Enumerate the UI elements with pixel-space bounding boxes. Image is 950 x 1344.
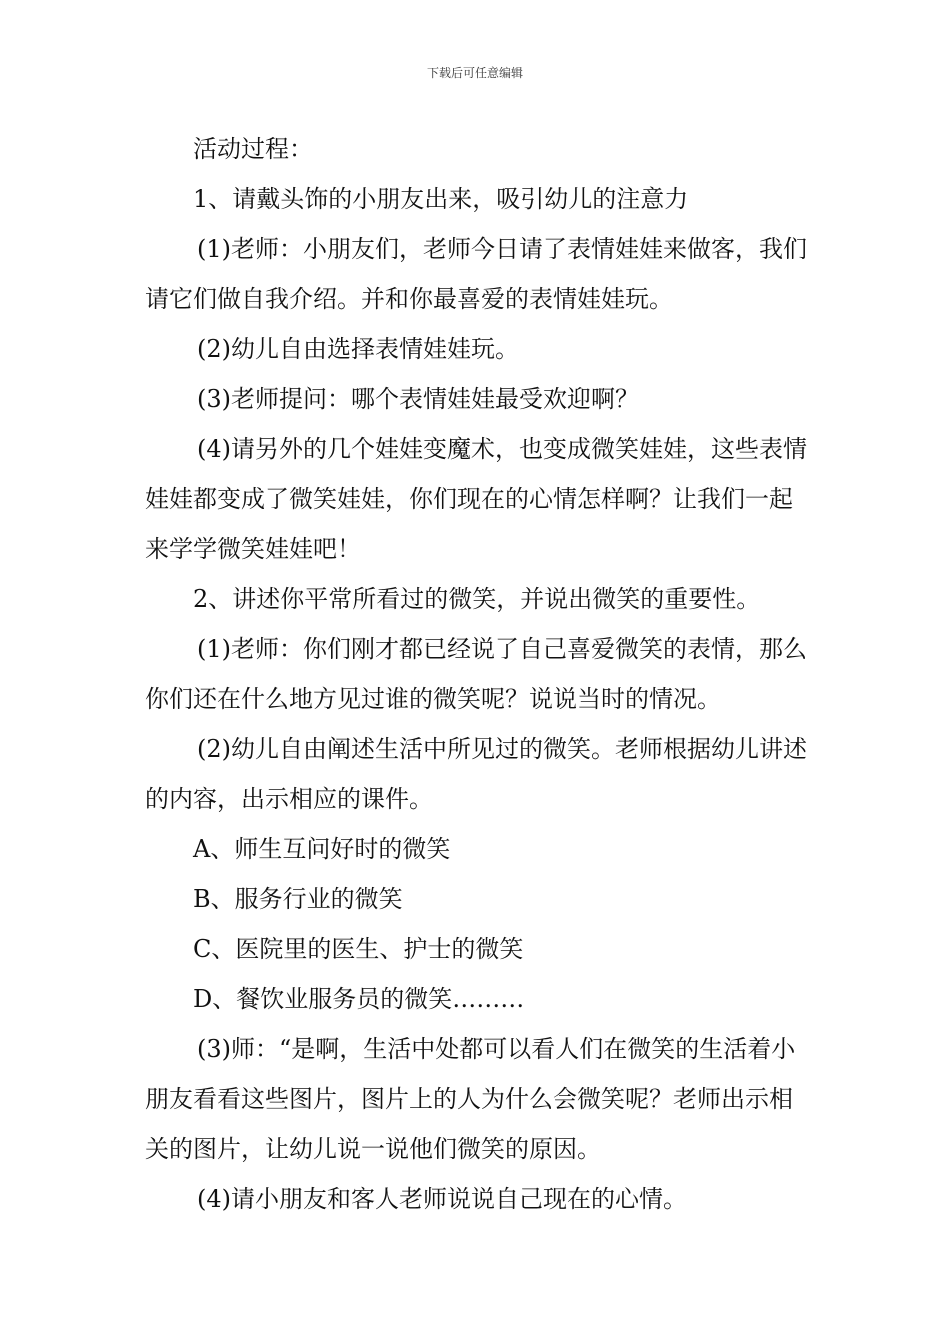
step-1-item-2: (2)幼儿自由选择表情娃娃玩。 xyxy=(197,335,519,363)
step-1-heading: 1、请戴头饰的小朋友出来，吸引幼儿的注意力 xyxy=(193,185,689,213)
step-2-heading: 2、讲述你平常所看过的微笑，并说出微笑的重要性。 xyxy=(193,585,761,613)
step-1-item-3: (3)老师提问：哪个表情娃娃最受欢迎啊？ xyxy=(197,385,639,413)
list-item-a: A、师生互问好时的微笑 xyxy=(193,835,451,863)
step-2-item-2: (2)幼儿自由阐述生活中所见过的微笑。老师根据幼儿讲述的内容，出示相应的课件。 xyxy=(145,735,807,813)
list-item-d: D、餐饮业服务员的微笑……… xyxy=(193,985,525,1013)
document-body xyxy=(145,124,810,1224)
step-1-item-4: (4)请另外的几个娃娃变魔术，也变成微笑娃娃，这些表情娃娃都变成了微笑娃娃，你们现在的心情怎样啊？让我们一起来学学微笑娃娃吧！ xyxy=(145,435,807,563)
step-2-item-4: (4)请小朋友和客人老师说说自己现在的心情。 xyxy=(197,1185,687,1213)
list-item-b: B、服务行业的微笑 xyxy=(193,885,403,913)
page-header: 下载后可任意编辑 xyxy=(426,66,523,80)
step-1-item-1: (1)老师：小朋友们，老师今日请了表情娃娃来做客，我们请它们做自我介绍。并和你最喜爱的表情娃娃玩。 xyxy=(145,235,807,313)
list-item-c: C、医院里的医生、护士的微笑 xyxy=(193,935,524,963)
section-heading-activity-process: 活动过程： xyxy=(193,135,313,163)
step-2-item-1: (1)老师：你们刚才都已经说了自己喜爱微笑的表情，那么你们还在什么地方见过谁的微笑呢？说说当时的情况。 xyxy=(145,635,807,713)
step-2-item-3: (3)师：“是啊，生活中处都可以看人们在微笑的生活着小朋友看看这些图片，图片上的人为什么会微笑呢？老师出示相关的图片，让幼儿说一说他们微笑的原因。 xyxy=(145,1035,796,1163)
